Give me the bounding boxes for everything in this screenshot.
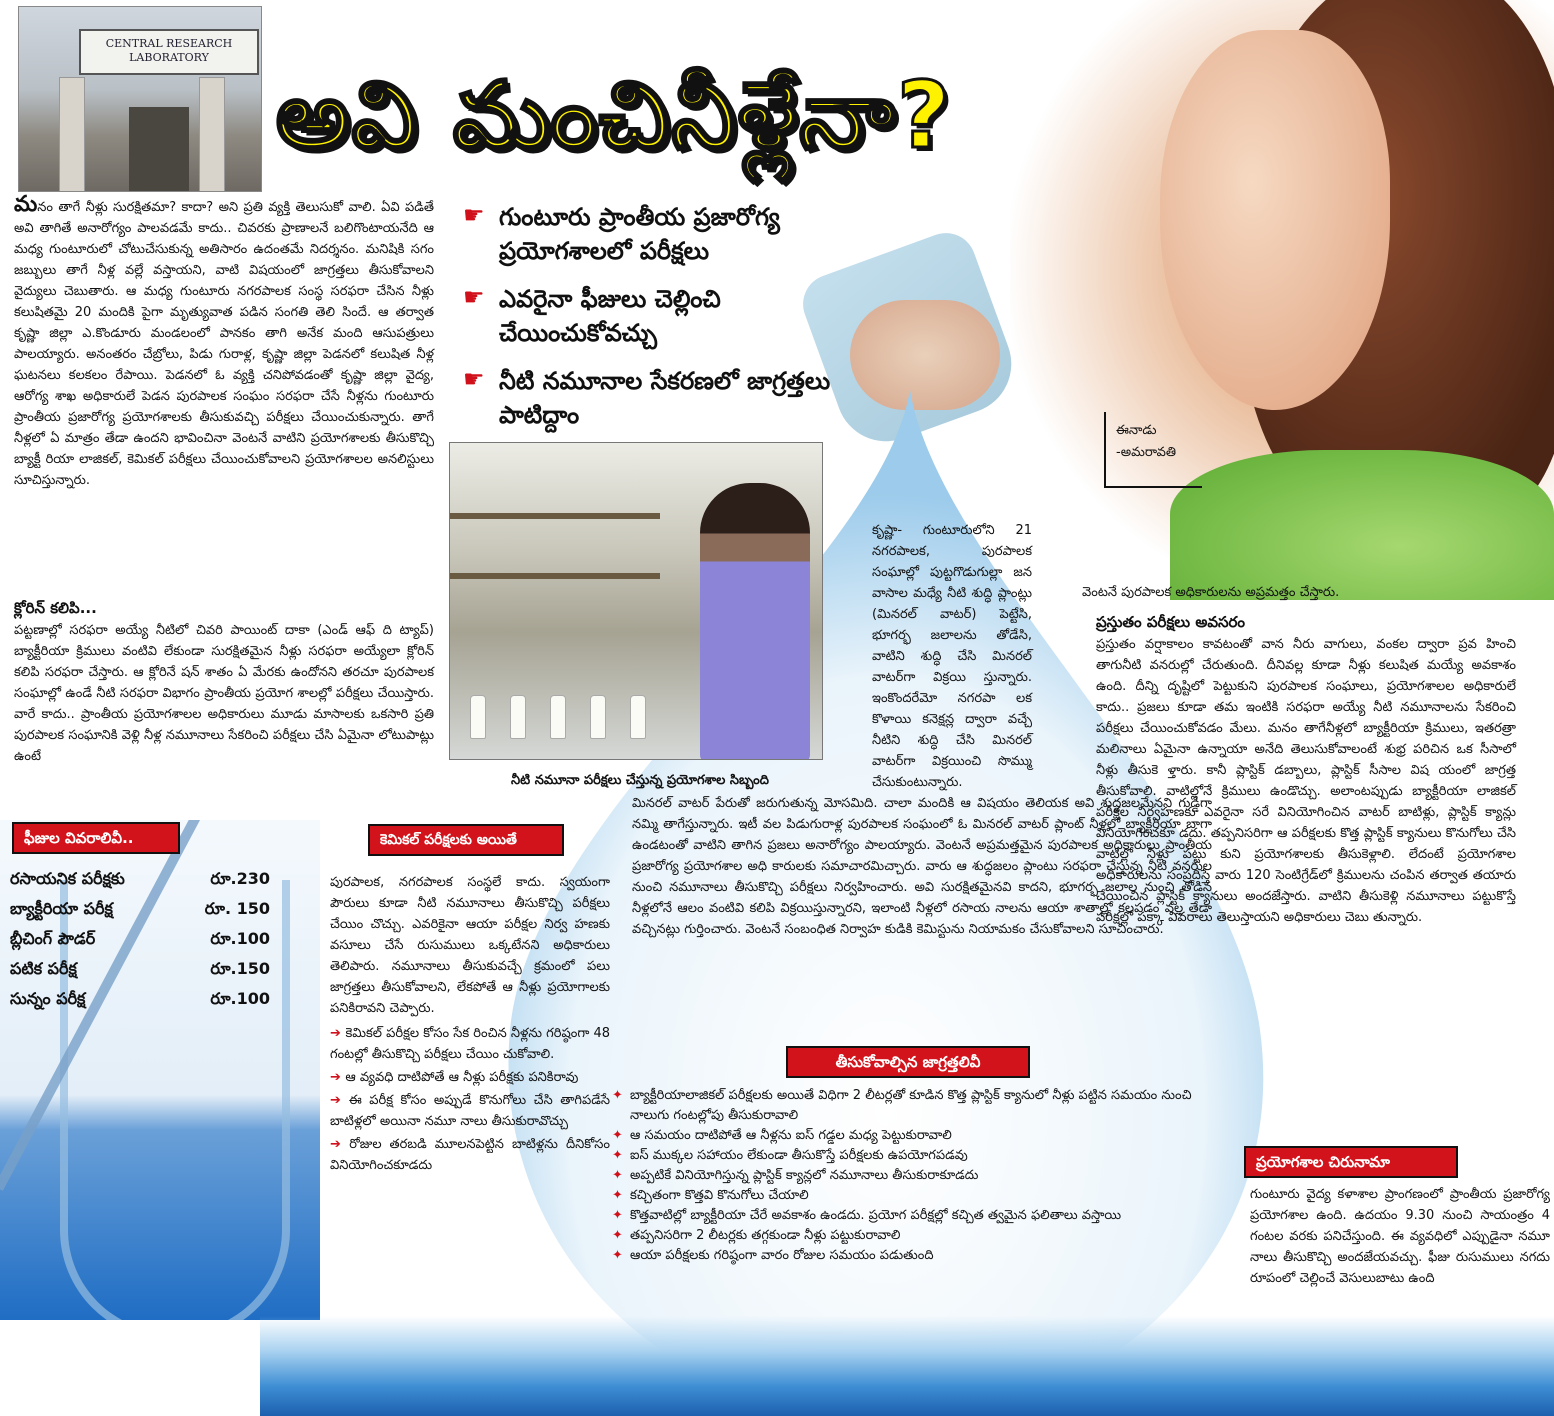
key-point: ☛ గుంటూరు ప్రాంతీయ ప్రజారోగ్య ప్రయోగశాలలో పరీక్షలు [463, 201, 780, 265]
bottle [550, 695, 566, 739]
arrow-icon: ➔ [330, 1026, 346, 1041]
key-points [463, 200, 843, 446]
current-tests-section [1096, 610, 1516, 928]
precaution-item: ✦ ఐస్ ముక్కల సహాయం లేకుండా తీసుకొస్తే పరీక్షలకు ఉపయోగపడవు [612, 1146, 1212, 1166]
drop-cap: మ [14, 192, 38, 217]
lab-address-text: గుంటూరు వైద్య కళాశాల ప్రాంగణంలో ప్రాంతీయ ప్రజారోగ్య ప్రయోగశాల ఉంది. ఉదయం 9.30 నుంచి సాయంత్రం 4 గంటల వరకు పనిచేస్తుంది. ఈ వ్యవధిలో ఎప్పుడైనా నమూ నాలు తీసుకొచ్చి అందజేయవచ్చు. ఫీజు రుసుములు నగదు రూపంలో చెల్లించే వెసులుబాటు ఉంది [1250, 1187, 1550, 1286]
star-icon: ✦ [612, 1208, 623, 1223]
star-icon: ✦ [612, 1228, 623, 1243]
precaution-item: ✦ తప్పనిసరిగా 2 లీటర్లకు తగ్గకుండా నీళ్లు పట్టుకురావాలి [612, 1226, 1212, 1246]
arrow-icon: ➔ [330, 1093, 349, 1108]
pillar [59, 77, 85, 192]
fee-row: పటిక పరీక్ష రూ.150 [10, 959, 270, 978]
lab-sign: CENTRAL RESEARCH LABORATORY [79, 29, 259, 75]
face [1160, 30, 1390, 410]
fee-row: రసాయనిక పరీక్షకు రూ.230 [10, 869, 270, 888]
star-icon: ✦ [612, 1248, 623, 1263]
section-body: ప్రస్తుతం వర్షాకాలం కావటంతో వాన నీరు వాగులు, వంకల ద్వారా ప్రవ హించి తాగునీటి వనరుల్లో చేరుతుంది. దీనివల్ల కూడా నీళ్లు కలుషిత మయ్యే అవకాశం ఉంది. దీన్ని దృష్టిలో పెట్టుకుని పురపాలక సంఘాలు, ప్రయోగశాలల అధికారులే కాదు.. ప్రజలు కూడా తమ ఇంటికి సరఫరా అయ్యే నీటి నమూనాలను సేకరించి పరీక్షలు చేయించుకోవడం మేలు. మనం తాగేనీళ్లలో బ్యాక్టీరియా క్రిములు, ఇతరత్రా మలినాలు ఏమైనా ఉన్నాయా అనేది తెలుసుకోవాలంటే శుభ్ర పరిచిన ఒక సీసాలో నీళ్లు తీసుకె ళ్తారు. కానీ ప్లాస్టిక్ డబ్బాలు, ప్లాస్టిక్ సీసాల విష యంలో జాగ్రత్త తీసుకోవాలి. వాటిల్లోనే క్రిములు ఉండొచ్చు. అలాంటప్పుడు బ్యాక్టీరియా లాజికల్ పరీక్షల నిర్వహణకు ఎవరైనా సరే వినియోగించిన వాటర్ బాటిళ్లు, ప్లాస్టిక్ క్యాన్లు వినియోగించకూ డదు. తప్పనిసరిగా ఆ పరీక్షలకు కొత్త ప్లాస్టిక్ క్యానులు కొనుగోలు చేసి వాటిల్లో నీళ్లు పట్టు కుని ప్రయోగశాలకు తీసుకెళ్లాలి. లేదంటే ప్రయోగశాల అధికారులను సంప్రదిస్తే వారు 120 సెంటిగ్రేడ్‌లో క్రిములను చంపిన తర్వాత తయారు చేయించిన ప్లాస్టిక్ క్యానులు అందజేస్తారు. వాటిని తీసుకెళ్లి నమూనాలు పట్టుకొస్తే పరీక్షల్లో పక్కా వివరాలు తెలుస్తాయని అధికారులు చెబు తున్నారు. [1096, 637, 1516, 925]
precautions-label: తీసుకోవాల్సిన జాగ్రత్తలివీ [786, 1046, 1030, 1078]
star-icon: ✦ [612, 1188, 623, 1203]
key-point: ☛ ఎవరైనా ఫీజులు చెల్లించి చేయించుకోవచ్చు [463, 283, 721, 347]
precaution-item: ✦ బ్యాక్టీరియాలాజికల్ పరీక్షలకు అయితే విధిగా 2 లీటర్లతో కూడిన కొత్త ప్లాస్టిక్ క్యానులో నీళ్లు పట్టిన సమయం నుంచి నాలుగు గంటల్లోపు తీసుకురావాలి [612, 1086, 1212, 1126]
precaution-item: ✦ కచ్చితంగా కొత్తవి కొనుగోలు చేయాలి [612, 1186, 1212, 1206]
byline: ఈనాడు -అమరావతి [1104, 412, 1202, 488]
fee-row: సున్నం పరీక్ష రూ.100 [10, 989, 270, 1008]
arrow-icon: ➔ [330, 1070, 346, 1085]
chemical-point: ➔ ఈ పరీక్ష కోసం అప్పుడే కొనుగోలు చేసి తాగిపడేసే బాటిళ్లలో అయినా నమూ నాలు తీసుకురావొచ్చు [330, 1093, 611, 1129]
star-icon: ✦ [612, 1088, 623, 1103]
fees-label: ఫీజుల వివరాలివీ.. [12, 822, 180, 854]
arrow-icon: ➔ [330, 1137, 350, 1152]
door [129, 107, 189, 192]
pointing-hand-icon: ☛ [463, 283, 485, 311]
chemical-point: ➔ ఆ వ్యవధి దాటిపోతే ఆ నీళ్లు పరీక్షకు పనికిరావు [330, 1070, 579, 1085]
bottle [590, 695, 606, 739]
precaution-item: ✦ అప్పటికే వినియోగిస్తున్న ప్లాస్టిక్ క్యాన్లలో నమూనాలు తీసుకురాకూడదు [612, 1166, 1212, 1186]
lab-address-label: ప్రయోగశాల చిరునామా [1244, 1146, 1458, 1178]
headline: అవి మంచినీళ్లేనా? [276, 62, 953, 169]
precaution-item: ✦ ఆయా పరీక్షలకు గరిష్ఠంగా వారం రోజుల సమయం పడుతుంది [612, 1246, 1212, 1266]
shelf [450, 573, 660, 579]
chemical-point: ➔ కెమికల్ పరీక్షల కోసం సేక రించిన నీళ్లను గరిష్ఠంగా 48 గంటల్లో తీసుకొచ్చి పరీక్షలు చేయిం చుకోవాలి. [330, 1026, 610, 1062]
bottle [510, 695, 526, 739]
fee-row: బ్యాక్టీరియా పరీక్ష రూ. 150 [10, 899, 270, 918]
precautions-list [612, 1086, 1212, 1266]
precaution-item: ✦ కొత్తవాటిల్లో బ్యాక్టీరియా చేరే అవకాశం ఉండదు. ప్రయోగ పరీక్షల్లో కచ్చిత త్వమైన ఫలితాలు వస్తాయి [612, 1206, 1212, 1226]
mineral-water-article: కృష్ణా- గుంటూరులోని 21 నగరపాలక, పురపాలక సంఘాల్లో పుట్టగొడుగుల్లా జన వాసాల మధ్యే నీటి శుద్ధి ప్లాంట్లు (మినరల్ వాటర్) పెట్టేసి, భూగర్భ జలాలను తోడేసి, వాటిని శుద్ధి చేసి మినరల్ వాటర్‌గా విక్రయి స్తున్నారు. ఇంకొందరేమో నగరపా లక కొళాయి కనెక్షన్ల ద్వారా వచ్చే నీటిని శుద్ధి చేసి మినరల్ వాటర్‌గా విక్రయించి సొమ్ము చేసుకుంటున్నారు. మినరల్ వాటర్ పేరుతో జరుగుతున్న మోసమిది. చాలా మందికి ఆ విషయం తెలియక అవి శుద్ధజలమేనని గుడ్డిగా నమ్మి తాగేస్తున్నారు. ఇటీ వల పిడుగురాళ్ల పురపాలక సంఘంలో ఓ మినరల్ వాటర్ ప్లాంట్ నీళ్లలో బ్యాక్టీరియా బాగా ఉండటంతో వాటిని తాగిన ప్రజలు అనారోగ్యం పాలయ్యారు. వెంటనే అప్రమత్తమైన పురపాలక అధికారులు ప్రాంతీయ ప్రజారోగ్య ప్రయోగశాల అధి కారులకు సమాచారమిచ్చారు. వారు ఆ శుద్ధజలం ప్లాంటు సరఫరా చేస్తున్న నీటి వనరుల నుంచి నమూనాలు తీసుకొచ్చి పరీక్షలు నిర్వహించారు. అవి సురక్షితమైనవి కాదని, భూగర్భ జలాల నుంచి తోడిన నీళ్లలోనే ఆలం వంటివి కలిపి విక్రయిస్తున్నారని, ఇలాంటి నీళ్లలో రసాయ నాలను ఆయా శాతాల్లో కలపడం వల్ల తేడా వచ్చినట్లు గుర్తించారు. వెంటనే సంబంధిత నిర్వాహ కుడికి కెమిస్టును నియామకం చేసుకోవాలని సూచించారు. [632, 523, 1212, 937]
fee-row: బ్లీచింగ్ పౌడర్ రూ.100 [10, 929, 270, 948]
chemical-tests-text: పురపాలక, నగరపాలక సంస్థలే కాదు. స్వయంగా పౌరులు కూడా నీటి నమూనాలు తీసుకొచ్చి పరీక్షలు చేయిం చొచ్చు. ఎవరికైనా ఆయా పరీక్షల నిర్వ హణకు వసూలు చేసే రుసుములు ఒక్కటేనని అధికారులు తెలిపారు. నమూనాలు తీసుకువచ్చే క్రమంలో పలు జాగ్రత్తలు తీసుకోవాలని, లేకపోతే ఆ నీళ్లు ప్రయోగాలకు పనికిరావని చెప్పారు. ➔ కెమికల్ పరీక్షల కోసం సేక రించిన నీళ్లను గరిష్ఠంగా 48 గంటల్లో తీసుకొచ్చి పరీక్షలు చేయిం చుకోవాలి. ➔ ఆ వ్యవధి దాటిపోతే ఆ నీళ్లు పరీక్షకు పనికిరావు ➔ ఈ పరీక్ష కోసం అప్పుడే కొనుగోలు చేసి తాగిపడేసే బాటిళ్లలో అయినా నమూ నాలు తీసుకురావొచ్చు ➔ రోజుల తరబడి మూలనపెట్టిన బాటిళ్లను దీనికోసం వినియోగించకూడదు [330, 872, 610, 1178]
chlorine-section [14, 596, 434, 767]
section-body: పట్టణాల్లో సరఫరా అయ్యే నీటిలో చివరి పాయింట్ దాకా (ఎండ్ ఆఫ్ ది ట్యాప్) బ్యాక్టీరియా క్రిములు వంటివి లేకుండా సురక్షితమైన నీళ్లు సరఫరా అయ్యేలా క్లోరిన్ కలిపి సరఫరా చేస్తారు. ఆ క్లోరినే షన్ శాతం ఏ మేరకు ఉందోనని తరచూ పురపాలక సంఘాల్లో ఉండే నీటి సరఫరా విభాగం ప్రాంతీయ ప్రయోగ శాలల్లో పరీక్షలు చేయిస్తారు. వారే కాదు.. ప్రాంతీయ ప్రయోగశాలల అధికారులు మూడు మాసాలకు ఒకసారి ప్రతి పురపాలక సంఘానికి వెళ్లి నీళ్ల నమూనాలు సేకరించి పరీక్షలు చేసి ఏమైనా లోటుపాట్లు ఉంటే [14, 623, 434, 764]
section-subhead: క్లోరిన్ కలిపి... [14, 599, 97, 617]
photo-caption: నీటి నమూనా పరీక్షలు చేస్తున్న ప్రయోగశాల సిబ్బంది [511, 773, 769, 788]
pointing-hand-icon: ☛ [463, 365, 485, 393]
shelf [450, 513, 660, 519]
bottle [630, 695, 646, 739]
star-icon: ✦ [612, 1128, 623, 1143]
alert-line: వెంటనే పురపాలక అధికారులను అప్రమత్తం చేస్తారు. [1082, 585, 1340, 600]
pointing-hand-icon: ☛ [463, 201, 485, 229]
star-icon: ✦ [612, 1148, 623, 1163]
star-icon: ✦ [612, 1168, 623, 1183]
article-lead: మనం తాగే నీళ్లు సురక్షితమా? కాదా? అని ప్రతి వ్యక్తి తెలుసుకో వాలి. ఏవి పడితే అవి తాగితే అనారోగ్యం పాలవడమే కాదు.. చివరకు ప్రాణాలనే బలిగొంటాయనేది ఆ మధ్య గుంటూరులో చోటుచేసుకున్న అతిసారం ఉదంతమే నిదర్శనం. మనిషికి సగం జబ్బులు తాగే నీళ్ల వల్లే వస్తాయని, వాటి విషయంలో జాగ్రత్తలు తీసుకోవాలని వైద్యులు చెబుతారు. ఆ మధ్య గుంటూరు నగరపాలక సంస్థ సరఫరా చేసిన నీళ్లు కలుషితమై 20 మందికి పైగా మృత్యువాత పడిన సంగతి తెలి సిందే. ఆ తర్వాత కృష్ణా జిల్లా ఎ.కొండూరు మండలంలో పానకం తాగి అనేక మంది ఆసుపత్రులు పాలయ్యారు. అనంతరం చేబ్రోలు, పిడు గురాళ్ల, కృష్ణా జిల్లా పెడనలో కలుషిత నీళ్ల ఘటనలు కలకలం రేపాయి. పెడనలో ఓ వ్యక్తి చనిపోవడంతో కృష్ణా జిల్లా వైద్య, ఆరోగ్య శాఖ అధికారులే పెడన పురపాలక సంఘం సరఫరా చేసే నీళ్లను గుంటూరు ప్రాంతీయ ప్రజారోగ్య ప్రయోగశాలకు తీసుకువచ్చి పరీక్షలు చేయించుకున్నారు. తాగే నీళ్లలో ఏ మాత్రం తేడా ఉందని భావించినా వెంటనే వాటిని ప్రయోగశాలకు తీసుకొచ్చి బ్యాక్టీ రియా లాజికల్, కెమికల్ పరీక్షలు చేయించుకోవాలని ప్రయోగశాలల అనలిస్టులు సూచిస్తున్నారు. [14, 192, 434, 488]
lab-building-photo [18, 6, 262, 192]
water-splash [260, 1316, 1554, 1416]
bottle [470, 695, 486, 739]
fees-table [10, 864, 270, 1014]
chemical-tests-label: కెమికల్ పరీక్షలకు అయితే [368, 824, 564, 856]
pillar [199, 77, 225, 192]
precaution-item: ✦ ఆ సమయం దాటిపోతే ఆ నీళ్లను ఐస్ గడ్డల మధ్య పెట్టుకురావాలి [612, 1126, 1212, 1146]
section-subhead: ప్రస్తుతం పరీక్షలు అవసరం [1096, 613, 1246, 631]
key-point: ☛ నీటి నమూనాల సేకరణలో జాగ్రత్తలు పాటిద్దాం [463, 365, 831, 429]
chemical-point: ➔ రోజుల తరబడి మూలనపెట్టిన బాటిళ్లను దీనికోసం వినియోగించకూడదు [330, 1137, 610, 1173]
